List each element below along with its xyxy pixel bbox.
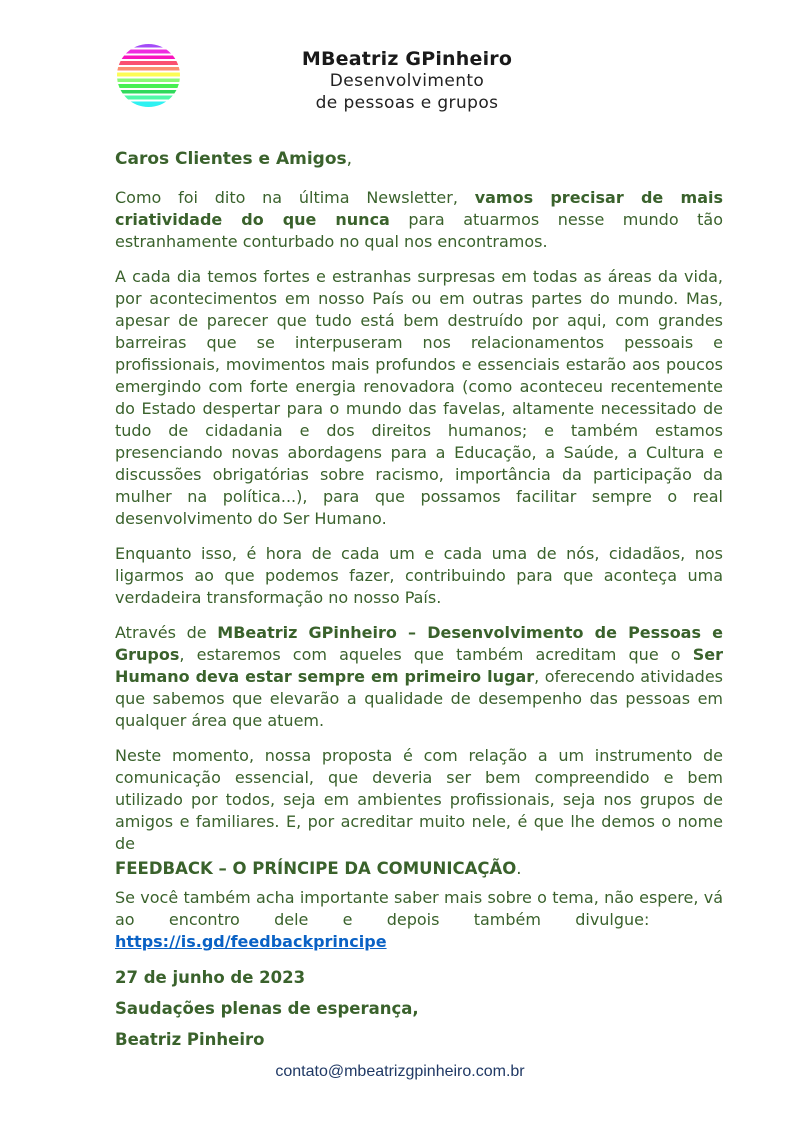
text-run: Como foi dito na última Newsletter, [115, 188, 475, 207]
bold-text-run: Caros Clientes e Amigos [115, 149, 347, 169]
letter-body [115, 148, 723, 1060]
text-run: A cada dia temos fortes e estranhas surpresas em todas as áreas da vida, por acontecimentos em nosso País ou em outras partes do mundo. Mas, apesar de parecer que tudo está bem destruído por aqui, com grandes barreiras que se interpuseram nos relacionamentos pessoais e profissionais, movimentos mais profundos e essenciais estarão aos poucos emergindo com forte energia renovadora (como aconteceu recentemente do Estado despertar para o mundo das favelas, altamente necessitado de tudo de cidadania e dos direitos humanos; e também estamos presenciando novas abordagens para a Educação, a Saúde, a Cultura e discussões obrigatórias sobre racismo, importância da participação da mulher na política...), para que possamos facilitar sempre o real desenvolvimento do Ser Humano. [115, 267, 723, 528]
text-run: Se você também acha importante saber mais sobre o tema, não espere, vá ao encontro dele e depois também divulgue: [115, 888, 723, 929]
text-run: para atuarmos nesse mundo tão estranhamente conturbado no qual nos encontramos. [115, 210, 724, 251]
feedback-link[interactable]: https://is.gd/feedbackprincipe [115, 932, 387, 951]
text-run: , estaremos com aqueles que também acreditam que o [179, 645, 693, 664]
bold-text-run: Ser Humano deva estar sempre em primeiro lugar [115, 645, 723, 686]
paragraph [115, 266, 723, 530]
text-run: , oferecendo atividades que sabemos que elevarão a qualidade de desempenho das pessoas em qualquer área que atuem. [115, 667, 723, 730]
text-run: . [516, 859, 522, 878]
bold-text-run: 27 de junho de 2023 [115, 968, 306, 987]
paragraph [115, 187, 723, 253]
brand-subtitle-line1: Desenvolvimento [329, 71, 485, 91]
bold-text-run: Saudações plenas de esperança, [115, 999, 419, 1018]
paragraph [115, 622, 723, 732]
text-run: Enquanto isso, é hora de cada um e cada uma de nós, cidadãos, nos ligarmos ao que podemos fazer, contribuindo para que aconteça uma verdadeira transformação no nosso País. [115, 544, 723, 607]
paragraph [115, 998, 723, 1020]
paragraph [115, 858, 723, 880]
letterhead [0, 0, 800, 130]
paragraph [115, 887, 723, 953]
brand-name: MBeatriz GPinheiro [301, 48, 513, 70]
footer-contact-email: contato@mbeatrizgpinheiro.com.br [275, 1063, 525, 1080]
text-run: Neste momento, nossa proposta é com relação a um instrumento de comunicação essencial, que deveria ser bem compreendido e bem utilizado por todos, seja em ambientes profissionais, seja nos grupos de amigos e familiares. E, por acreditar muito nele, é que lhe demos o nome de [115, 746, 723, 853]
paragraph [115, 543, 723, 609]
paragraph [115, 967, 723, 989]
text-run: Através de [115, 623, 218, 642]
paragraph [115, 1029, 723, 1051]
bold-text-run: Beatriz Pinheiro [115, 1030, 265, 1049]
paragraph [115, 148, 723, 170]
brand-subtitle-line2: de pessoas e grupos [315, 92, 499, 113]
bold-text-run: MBeatriz GPinheiro – Desenvolvimento de Pessoas e Grupos [115, 623, 723, 664]
bold-text-run: FEEDBACK – O PRÍNCIPE DA COMUNICAÇÃO [115, 859, 517, 878]
brand-text-block [0, 48, 800, 114]
bold-text-run: vamos precisar de mais criatividade do que nunca [115, 188, 724, 229]
text-run: , [346, 149, 353, 169]
paragraph [115, 745, 723, 855]
